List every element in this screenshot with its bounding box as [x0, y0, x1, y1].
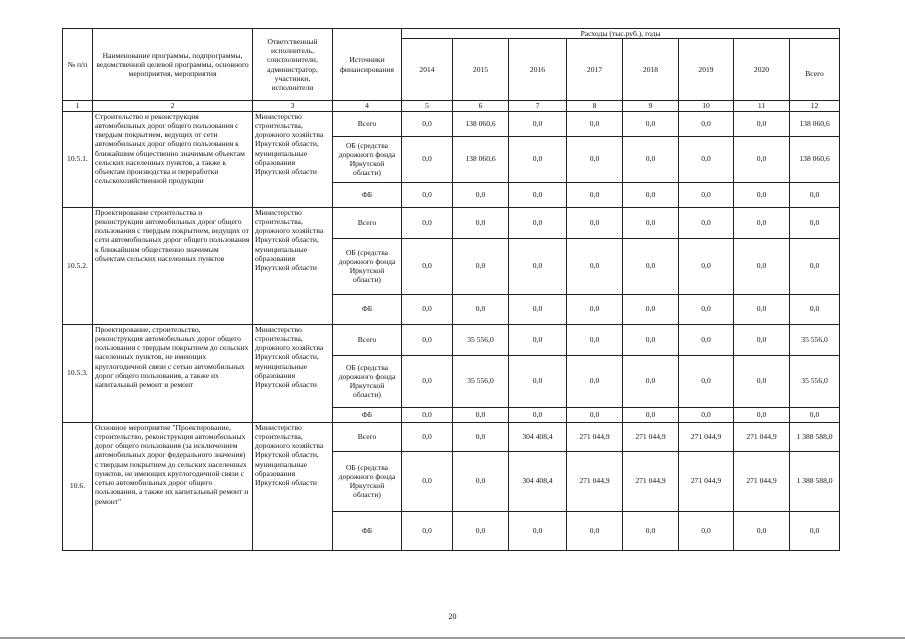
year-value: 0,0	[623, 324, 679, 355]
year-value: 0,0	[567, 407, 623, 422]
year-value: 0,0	[567, 294, 623, 324]
year-value: 0,0	[453, 407, 509, 422]
year-value: 0,0	[509, 182, 567, 207]
year-value: 0,0	[734, 182, 790, 207]
total-value: 0,0	[790, 238, 840, 294]
total-value: 1 388 588,0	[790, 422, 840, 451]
table-body	[63, 101, 840, 550]
year-value: 0,0	[567, 324, 623, 355]
funding-source: Всего	[333, 324, 402, 355]
header-name: Наименование программы, подпрограммы, ведомственной целевой программы, основного мероприятия, мероприятия	[93, 29, 253, 101]
year-value: 0,0	[509, 238, 567, 294]
header-executor: Ответственный исполнитель, соисполнители, администратор, участники, исполнители	[253, 29, 333, 101]
year-value: 0,0	[402, 111, 453, 136]
column-number: 12	[790, 101, 840, 111]
year-value: 0,0	[623, 238, 679, 294]
column-number: 4	[333, 101, 402, 111]
year-value: 0,0	[623, 355, 679, 407]
table-row	[63, 111, 840, 136]
total-value: 1 388 588,0	[790, 451, 840, 511]
header-year: 2018	[623, 39, 679, 101]
header-year: 2016	[509, 39, 567, 101]
year-value: 271 044,9	[679, 451, 734, 511]
row-number: 10.6.	[63, 422, 93, 550]
year-value: 0,0	[509, 355, 567, 407]
year-value: 0,0	[509, 407, 567, 422]
total-value: 138 060,6	[790, 136, 840, 182]
year-value: 271 044,9	[567, 422, 623, 451]
year-value: 0,0	[623, 407, 679, 422]
funding-source: Всего	[333, 422, 402, 451]
document-sheet	[62, 28, 839, 551]
funding-source: Всего	[333, 111, 402, 136]
year-value: 0,0	[623, 511, 679, 550]
year-value: 271 044,9	[623, 422, 679, 451]
year-value: 271 044,9	[679, 422, 734, 451]
year-value: 0,0	[402, 511, 453, 550]
year-value: 0,0	[402, 407, 453, 422]
year-value: 0,0	[567, 355, 623, 407]
year-value: 0,0	[623, 111, 679, 136]
year-value: 271 044,9	[734, 422, 790, 451]
year-value: 0,0	[623, 182, 679, 207]
year-value: 0,0	[623, 207, 679, 238]
total-value: 0,0	[790, 511, 840, 550]
year-value: 138 060,6	[453, 136, 509, 182]
header-expenses: Расходы (тыс.руб.), годы	[402, 29, 840, 39]
year-value: 35 556,0	[453, 355, 509, 407]
year-value: 0,0	[453, 207, 509, 238]
year-value: 0,0	[679, 294, 734, 324]
year-value: 0,0	[679, 182, 734, 207]
row-name: Проектирование строительства и реконструкции автомобильных дорог общего пользования с твердым покрытием, ведущих от сети автомобильных дорог общего пользования к ближайшим общественно значимым объектам сельских населенных пунктов	[93, 207, 253, 324]
row-executor: Министерство строительства, дорожного хозяйства Иркутской области, муниципальные образования Иркутской области	[253, 111, 333, 207]
header-year: 2014	[402, 39, 453, 101]
column-number: 11	[734, 101, 790, 111]
row-executor: Министерство строительства, дорожного хозяйства Иркутской области, муниципальные образования Иркутской области	[253, 422, 333, 550]
header-total: Всего	[790, 39, 840, 101]
funding-source: ФБ	[333, 294, 402, 324]
funding-source: Всего	[333, 207, 402, 238]
year-value: 0,0	[402, 355, 453, 407]
year-value: 0,0	[509, 324, 567, 355]
column-number: 6	[453, 101, 509, 111]
funding-source: ФБ	[333, 182, 402, 207]
year-value: 271 044,9	[567, 451, 623, 511]
header-num: № п/п	[63, 29, 93, 101]
year-value: 0,0	[453, 422, 509, 451]
year-value: 0,0	[402, 182, 453, 207]
row-number: 10.5.2.	[63, 207, 93, 324]
column-number-row	[63, 101, 840, 111]
year-value: 0,0	[453, 182, 509, 207]
year-value: 0,0	[509, 111, 567, 136]
header-year: 2017	[567, 39, 623, 101]
year-value: 0,0	[509, 136, 567, 182]
column-number: 7	[509, 101, 567, 111]
total-value: 0,0	[790, 294, 840, 324]
column-number: 10	[679, 101, 734, 111]
year-value: 138 060,6	[453, 111, 509, 136]
page-number: 20	[448, 612, 457, 621]
year-value: 0,0	[509, 207, 567, 238]
year-value: 0,0	[679, 511, 734, 550]
year-value: 0,0	[679, 407, 734, 422]
row-executor: Министерство строительства, дорожного хозяйства Иркутской области, муниципальные образования Иркутской области	[253, 324, 333, 422]
row-name: Основное мероприятие "Проектирование, строительство, реконструкция автомобильных дорог общего пользования (за исключением автомобильных дорог федерального значения) с твердым покрытием до сельских населенных пунктов, не имеющих круглогодичной связи с сетью автомобильных дорог общего пользования, а также их капитальный ремонт и ремонт"	[93, 422, 253, 550]
year-value: 0,0	[402, 451, 453, 511]
column-number: 1	[63, 101, 93, 111]
year-value: 0,0	[453, 294, 509, 324]
table-row	[63, 207, 840, 238]
year-value: 0,0	[679, 355, 734, 407]
year-value: 0,0	[402, 422, 453, 451]
funding-source: ОБ (средства дорожного фонда Иркутской области)	[333, 451, 402, 511]
year-value: 0,0	[679, 136, 734, 182]
row-number: 10.5.3.	[63, 324, 93, 422]
year-value: 0,0	[402, 294, 453, 324]
row-name: Строительство и реконструкция автомобильных дорог общего пользования с твердым покрытием, ведущих от сети автомобильных дорог общего пользования к ближайшим общественно значимым объектам сельских населенных пунктов, а также к объектам производства и переработки сельскохозяйственной продукции	[93, 111, 253, 207]
year-value: 0,0	[734, 136, 790, 182]
year-value: 0,0	[567, 238, 623, 294]
total-value: 0,0	[790, 182, 840, 207]
year-value: 304 408,4	[509, 451, 567, 511]
total-value: 35 556,0	[790, 324, 840, 355]
year-value: 0,0	[734, 355, 790, 407]
year-value: 0,0	[509, 294, 567, 324]
funding-source: ОБ (средства дорожного фонда Иркутской области)	[333, 238, 402, 294]
year-value: 271 044,9	[623, 451, 679, 511]
funding-source: ФБ	[333, 407, 402, 422]
total-value: 0,0	[790, 207, 840, 238]
year-value: 0,0	[567, 136, 623, 182]
year-value: 0,0	[679, 207, 734, 238]
header-year: 2015	[453, 39, 509, 101]
year-value: 0,0	[453, 238, 509, 294]
column-number: 9	[623, 101, 679, 111]
column-number: 5	[402, 101, 453, 111]
year-value: 0,0	[734, 294, 790, 324]
header-year: 2020	[734, 39, 790, 101]
year-value: 0,0	[623, 294, 679, 324]
row-name: Проектирование, строительство, реконструкция автомобильных дорог общего пользования с твердым покрытием до сельских населенных пунктов, не имеющих круглогодичной связи с сетью автомобильных дорог общего пользования, а также их капитальный ремонт и ремонт	[93, 324, 253, 422]
column-number: 3	[253, 101, 333, 111]
row-number: 10.5.1.	[63, 111, 93, 207]
row-executor: Министерство строительства, дорожного хозяйства Иркутской области, муниципальные образования Иркутской области	[253, 207, 333, 324]
column-number: 8	[567, 101, 623, 111]
funding-source: ОБ (средства дорожного фонда Иркутской области)	[333, 136, 402, 182]
year-value: 0,0	[453, 451, 509, 511]
year-value: 304 408,4	[509, 422, 567, 451]
total-value: 35 556,0	[790, 355, 840, 407]
year-value: 35 556,0	[453, 324, 509, 355]
year-value: 0,0	[734, 324, 790, 355]
table-row	[63, 324, 840, 355]
year-value: 0,0	[402, 136, 453, 182]
year-value: 0,0	[734, 238, 790, 294]
scan-edge-line	[0, 637, 905, 639]
column-number: 2	[93, 101, 253, 111]
year-value: 0,0	[734, 207, 790, 238]
year-value: 0,0	[453, 511, 509, 550]
year-value: 0,0	[679, 324, 734, 355]
total-value: 138 060,6	[790, 111, 840, 136]
year-value: 0,0	[734, 111, 790, 136]
year-value: 0,0	[734, 407, 790, 422]
year-value: 0,0	[623, 136, 679, 182]
header-sources: Источники финансирования	[333, 29, 402, 101]
year-value: 271 044,9	[734, 451, 790, 511]
total-value: 0,0	[790, 407, 840, 422]
funding-source: ФБ	[333, 511, 402, 550]
header-year: 2019	[679, 39, 734, 101]
table-row	[63, 422, 840, 451]
year-value: 0,0	[567, 111, 623, 136]
year-value: 0,0	[402, 324, 453, 355]
year-value: 0,0	[509, 511, 567, 550]
expenses-table	[62, 28, 840, 551]
year-value: 0,0	[567, 207, 623, 238]
year-value: 0,0	[679, 238, 734, 294]
year-value: 0,0	[734, 511, 790, 550]
year-value: 0,0	[402, 207, 453, 238]
year-value: 0,0	[567, 182, 623, 207]
year-value: 0,0	[567, 511, 623, 550]
year-value: 0,0	[679, 111, 734, 136]
year-value: 0,0	[402, 238, 453, 294]
funding-source: ОБ (средства дорожного фонда Иркутской области)	[333, 355, 402, 407]
